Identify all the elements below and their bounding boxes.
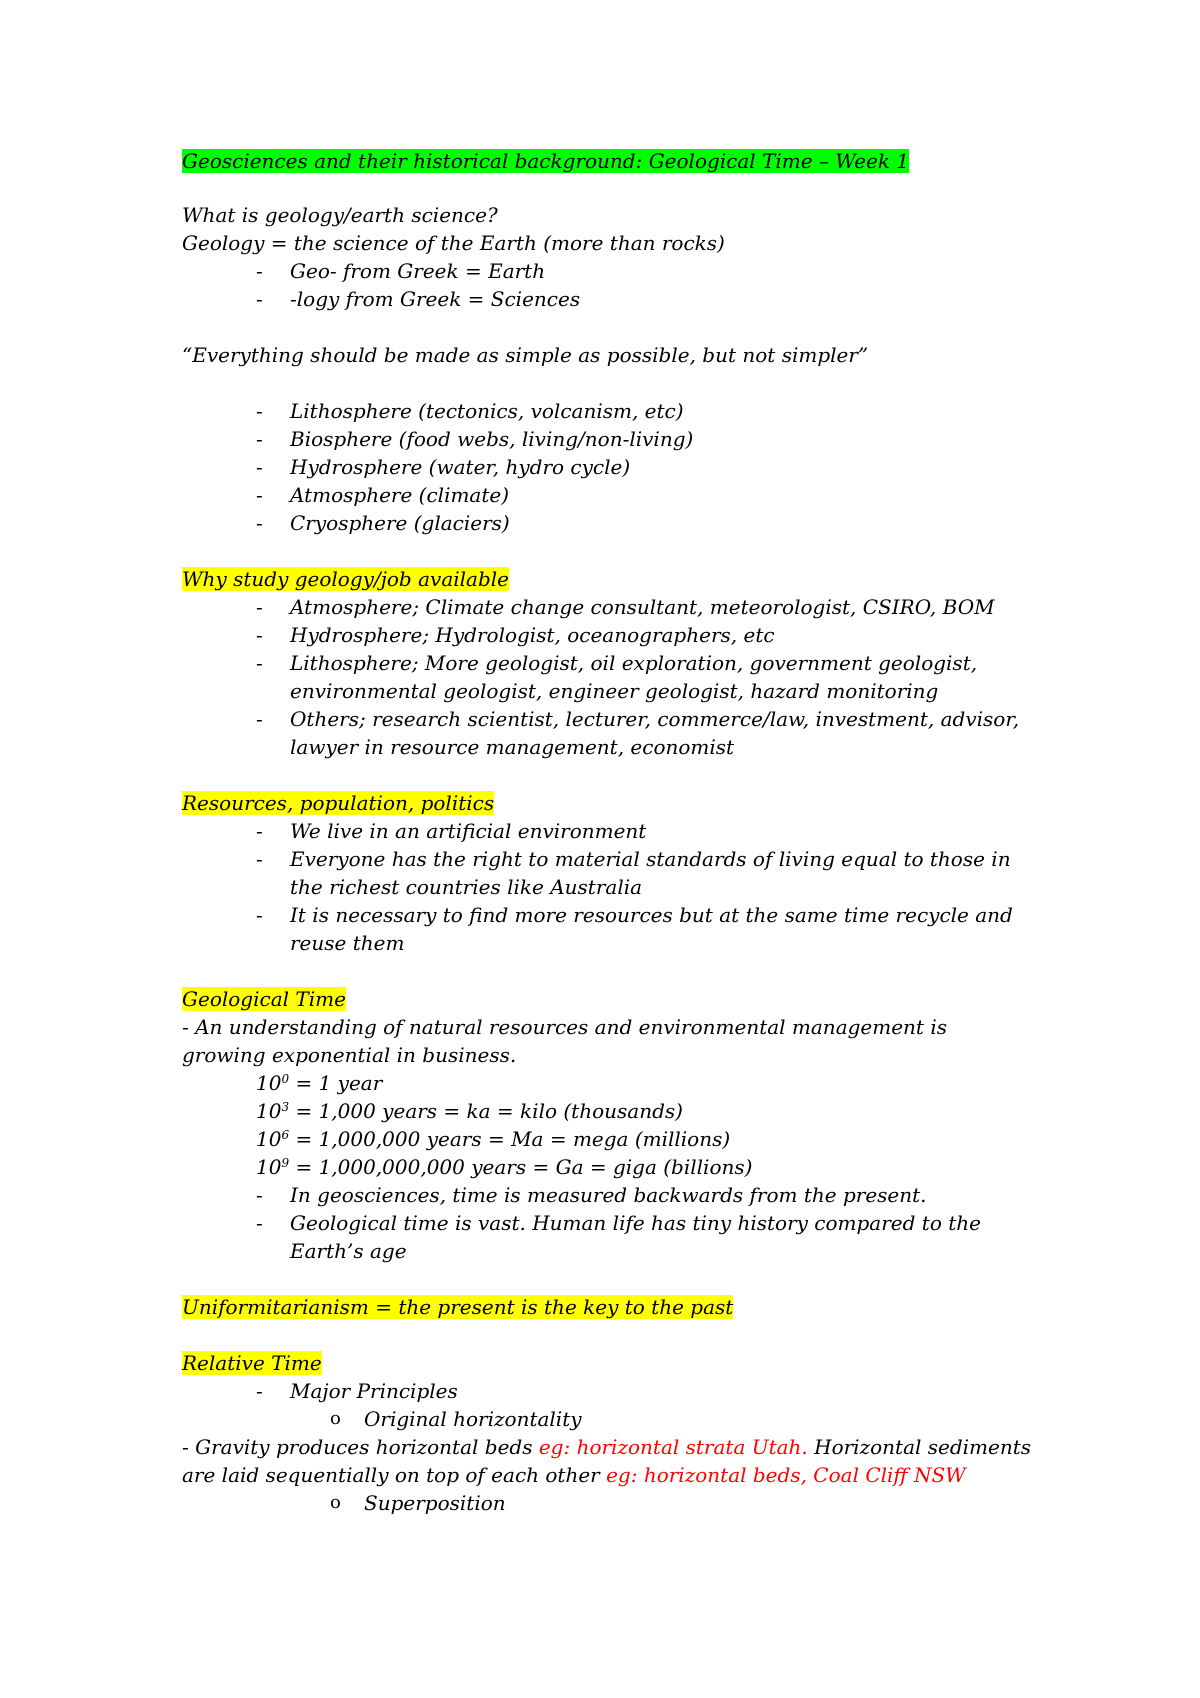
geo-time-heading [182, 985, 346, 1013]
bullet-dash: - [256, 259, 263, 283]
sphere-item: Atmosphere (climate) [290, 483, 510, 507]
principle-subitem: Superposition [364, 1491, 506, 1515]
heading-highlight: Resources, population, politics [182, 791, 495, 815]
job-item-continued: environmental geologist, engineer geologist, hazard monitoring [290, 679, 939, 703]
resources-item-continued: the richest countries like Australia [290, 875, 643, 899]
bullet-circle: o [330, 1408, 341, 1429]
bullet-dash: - [256, 1183, 263, 1207]
title-highlight: Geosciences and their historical background: Geological Time – Week 1 [182, 149, 910, 173]
document-title [182, 147, 909, 175]
sphere-item: Cryosphere (glaciers) [290, 511, 510, 535]
sphere-item: Biosphere (food webs, living/non-living) [290, 427, 694, 451]
intro-bullet: Geo- from Greek = Earth [290, 259, 546, 283]
bullet-dash: - [256, 707, 263, 731]
uniformitarianism-heading [182, 1293, 733, 1321]
geo-time-item: Geological time is vast. Human life has tiny history compared to the [290, 1211, 981, 1235]
bullet-dash: - [256, 1379, 263, 1403]
red-example: eg: horizontal beds, Coal Cliff NSW [606, 1463, 966, 1487]
bullet-dash: - [256, 651, 263, 675]
resources-item-continued: reuse them [290, 931, 405, 955]
principle-subitem: Original horizontality [364, 1407, 582, 1431]
bullet-dash: - [256, 847, 263, 871]
heading-highlight: Why study geology/job available [182, 567, 509, 591]
power-of-ten-line: $10^6 = 1,000,000$ years = Ma = mega (millions) [256, 1127, 731, 1151]
sphere-item: Lithosphere (tectonics, volcanism, etc) [290, 399, 684, 423]
geo-time-paragraph: - An understanding of natural resources and environmental management is [182, 1015, 947, 1039]
geo-time-paragraph: growing exponential in business. [182, 1043, 517, 1067]
why-study-heading [182, 565, 509, 593]
einstein-quote: “Everything should be made as simple as possible, but not simpler” [182, 343, 869, 367]
intro-definition: Geology = the science of the Earth (more than rocks) [182, 231, 725, 255]
intro-question: What is geology/earth science? [182, 203, 498, 227]
bullet-dash: - [256, 483, 263, 507]
job-item: Hydrosphere; Hydrologist, oceanographers, etc [290, 623, 775, 647]
power-of-ten-line: $10^9 = 1,000,000,000$ years = Ga = giga (billions) [256, 1155, 753, 1179]
bullet-dash: - [256, 427, 263, 451]
power-of-ten-line: $10^3 = 1,000$ years = ka = kilo (thousands) [256, 1099, 683, 1123]
red-example: eg: horizontal strata Utah. [538, 1435, 808, 1459]
power-of-ten-line: $10^0 = 1$ year [256, 1071, 383, 1095]
horizontality-paragraph: are laid sequentially on top of each other eg: horizontal beds, Coal Cliff NSW [182, 1463, 966, 1487]
resources-item: We live in an artificial environment [290, 819, 647, 843]
bullet-dash: - [256, 819, 263, 843]
resources-item: It is necessary to find more resources but at the same time recycle and [290, 903, 1013, 927]
horizontality-paragraph: - Gravity produces horizontal beds eg: horizontal strata Utah. Horizontal sediments [182, 1435, 1032, 1459]
bullet-dash: - [256, 595, 263, 619]
bullet-dash: - [256, 623, 263, 647]
bullet-circle: o [330, 1492, 341, 1513]
resources-heading [182, 789, 494, 817]
job-item-continued: lawyer in resource management, economist [290, 735, 735, 759]
job-item: Lithosphere; More geologist, oil exploration, government geologist, [290, 651, 978, 675]
geo-time-item: In geosciences, time is measured backwards from the present. [290, 1183, 927, 1207]
job-item: Atmosphere; Climate change consultant, meteorologist, CSIRO, BOM [290, 595, 995, 619]
intro-bullet: -logy from Greek = Sciences [290, 287, 581, 311]
bullet-dash: - [256, 287, 263, 311]
geo-time-item-continued: Earth’s age [290, 1239, 407, 1263]
heading-highlight: Uniformitarianism = the present is the key to the past [182, 1295, 734, 1319]
principles-item: Major Principles [290, 1379, 458, 1403]
bullet-dash: - [256, 455, 263, 479]
sphere-item: Hydrosphere (water, hydro cycle) [290, 455, 631, 479]
relative-time-heading [182, 1349, 322, 1377]
resources-item: Everyone has the right to material standards of living equal to those in [290, 847, 1011, 871]
heading-highlight: Relative Time [182, 1351, 322, 1375]
job-item: Others; research scientist, lecturer, commerce/law, investment, advisor, [290, 707, 1020, 731]
bullet-dash: - [256, 1211, 263, 1235]
heading-highlight: Geological Time [182, 987, 346, 1011]
bullet-dash: - [256, 511, 263, 535]
bullet-dash: - [256, 399, 263, 423]
bullet-dash: - [256, 903, 263, 927]
